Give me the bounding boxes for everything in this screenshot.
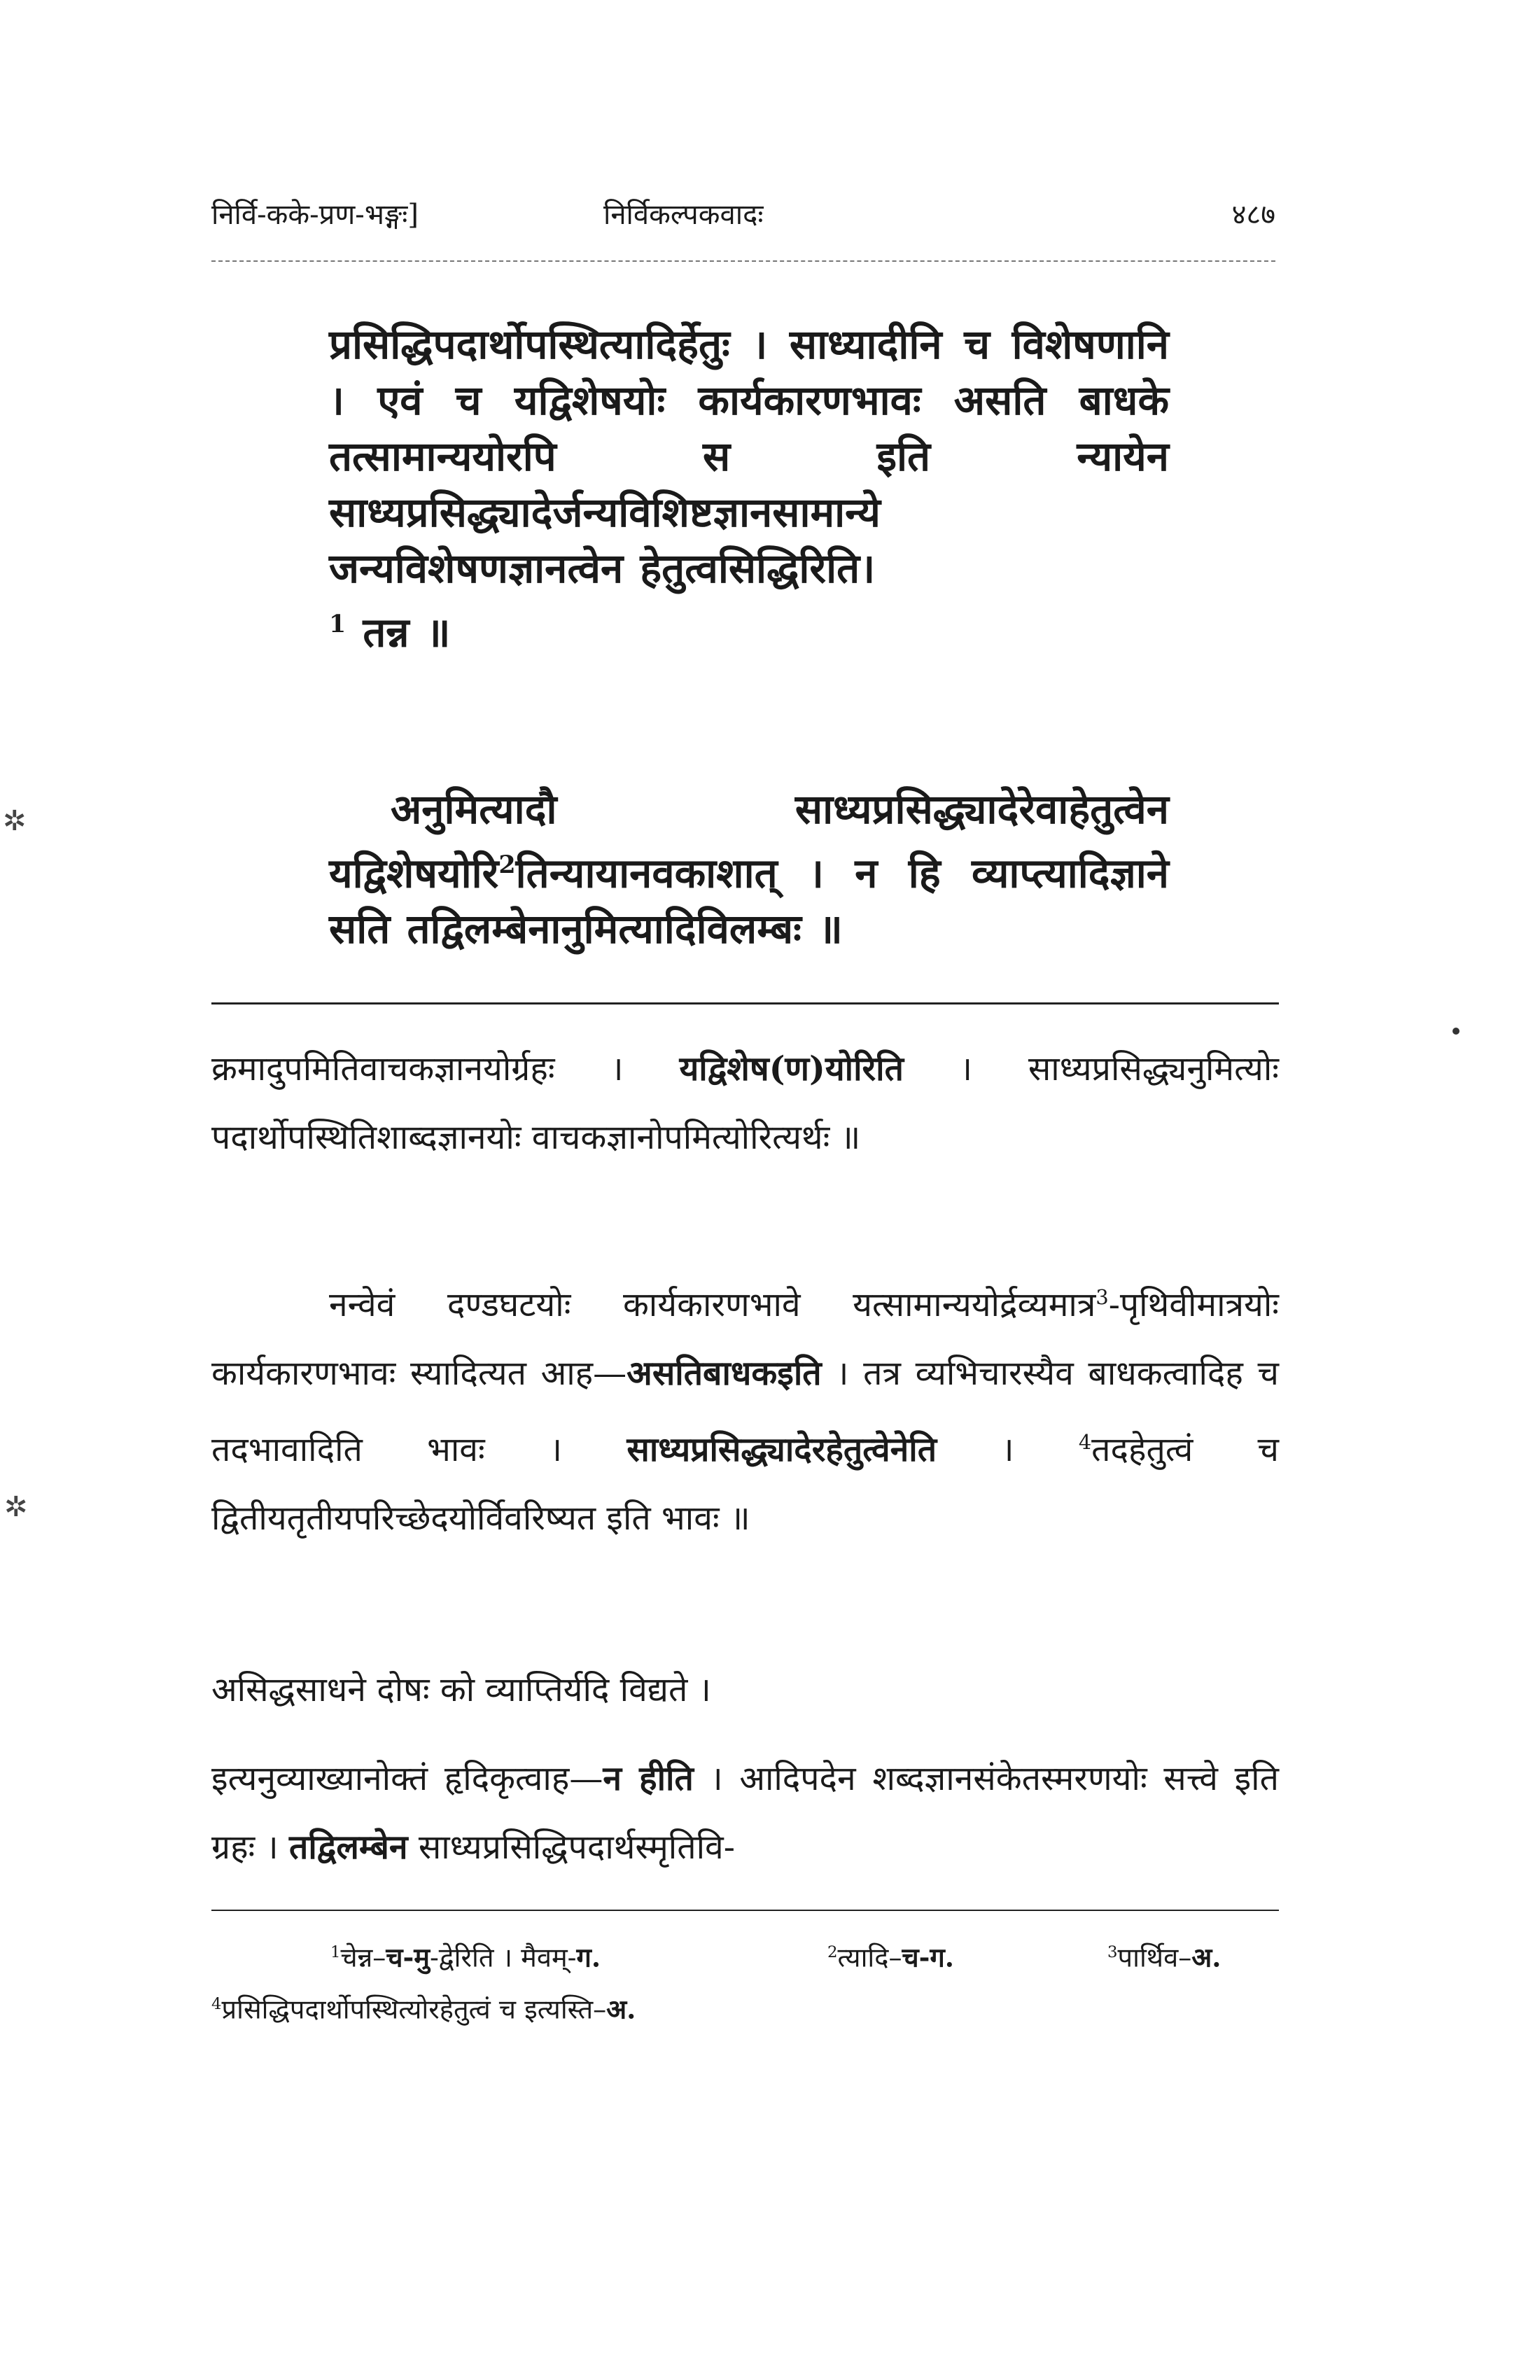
commentary-paragraph-1 xyxy=(211,1035,1279,1172)
quoted-verse xyxy=(211,1656,1279,1724)
page-number: ४८७ xyxy=(1231,199,1275,231)
footnote-4-mark: 4 xyxy=(211,1995,222,2013)
footnote-1-tail: -द्वेरिति । मैवम्- xyxy=(429,1942,577,1973)
commentary-3-lemma-2: तद्विलम्बेन xyxy=(288,1828,408,1867)
footnote-3-source: अ. xyxy=(1191,1941,1222,1973)
footnote-divider xyxy=(211,1910,1279,1911)
header-title: निर्विकल्पकवादः xyxy=(603,199,764,231)
commentary-3-text-c: साध्यप्रसिद्धिपदार्थस्मृतिवि- xyxy=(407,1828,735,1867)
running-header xyxy=(211,190,1275,239)
footnote-3 xyxy=(1107,1932,1221,1978)
footnote-3-text: पार्थिव– xyxy=(1117,1942,1192,1973)
text-commentary-divider xyxy=(211,1002,1279,1004)
quoted-verse-text: असिद्धसाधने दोषः को व्याप्तिर्यदि विद्यते । xyxy=(211,1670,711,1709)
footnote-4-text: प्रसिद्धिपदार्थोपस्थित्योरहेतुत्वं च इत्यस्ति– xyxy=(221,1994,607,2025)
commentary-2-text-d: । xyxy=(937,1430,1079,1469)
main-paragraph-2 xyxy=(329,781,1169,957)
header-rule xyxy=(211,260,1275,266)
commentary-2-text-e: तदहेतुत्वं च द्वितीयतृतीयपरिच्छेदयोर्विवरिष्यत इति भावः ॥ xyxy=(211,1430,1279,1538)
footnote-1-source-2: ग. xyxy=(576,1941,601,1973)
footnote-2-text: त्यादि– xyxy=(837,1942,902,1973)
commentary-2-text-c: । तत्र व्यभिचारस्यैव बाधकत्वादिह च तदभावादिति भावः । xyxy=(211,1354,1280,1469)
commentary-3-text-b: । आदिपदेन शब्दज्ञानसंकेतस्मरणयोः सत्त्वे इति ग्रहः । xyxy=(211,1759,1279,1867)
footnote-1-source: च-मु xyxy=(386,1941,430,1973)
commentary-1-text-a: क्रमादुपमितिवाचकज्ञानयोर्ग्रहः । xyxy=(211,1049,680,1088)
footnote-2 xyxy=(827,1932,954,1978)
footnote-ref-3: 3 xyxy=(1096,1285,1109,1309)
commentary-2-lemma-2: साध्यप्रसिद्ध्यादेरहेतुत्वेनेति xyxy=(626,1430,937,1469)
main-text-block-1 xyxy=(329,316,1169,660)
commentary-2-lemma-1: असतिबाधकइति xyxy=(626,1354,822,1393)
margin-dot xyxy=(1452,1028,1460,1035)
commentary-paragraph-2 xyxy=(211,1263,1279,1553)
footnote-2-mark: 2 xyxy=(827,1943,838,1961)
commentary-3-text-a: इत्यनुव्याख्यानोक्तं हृदिकृत्वाह— xyxy=(211,1759,603,1798)
footnote-ref-4: 4 xyxy=(1078,1430,1092,1454)
main-paragraph-2-part-a: अनुमित्यादौ साध्यप्रसिद्ध्यादेरेवाहेतुत्वेन यद्विशेषयोरि xyxy=(329,785,1169,897)
footnotes-line-2 xyxy=(211,1984,1279,2030)
header-left-section: निर्वि-कके-प्रण-भङ्गः] xyxy=(211,199,419,231)
main-paragraph-1 xyxy=(329,316,1169,660)
footnote-1-mark: 1 xyxy=(330,1943,341,1961)
commentary-3-lemma-1: न हीति xyxy=(603,1759,694,1798)
footnote-3-mark: 3 xyxy=(1107,1943,1118,1961)
commentary-1-lemma: यद्विशेष(ण)योरिति xyxy=(679,1049,904,1088)
footnote-ref-1: 1 xyxy=(329,610,346,638)
footnote-2-source: च-ग. xyxy=(902,1941,954,1973)
footnote-1-text: चेन्न– xyxy=(340,1942,386,1973)
footnote-1 xyxy=(330,1932,601,1978)
main-text-block-2 xyxy=(329,781,1169,957)
main-paragraph-1-tail: तन्न ॥ xyxy=(363,608,451,657)
margin-ornament-1: ✲ xyxy=(3,805,27,837)
footnote-4-source: अ. xyxy=(606,1993,636,2025)
main-paragraph-2-part-b: तिन्यायानवकाशात् । न हि व्याप्त्यादिज्ञाने सति तद्विलम्बेनानुमित्यादिविलम्बः ॥ xyxy=(329,849,1169,953)
commentary-1-text-b: । साध्यप्रसिद्ध्यनुमित्योः पदार्थोपस्थितिशाब्दज्ञानयोः वाचकज्ञानोपमित्योरित्यर्थः ॥ xyxy=(211,1049,1279,1157)
footnote-ref-2: 2 xyxy=(498,850,516,879)
commentary-paragraph-3 xyxy=(211,1744,1279,1882)
margin-ornament-2: ✲ xyxy=(4,1491,28,1523)
commentary-2-text-b: -पृथिवीमात्रयोः कार्यकारणभावः स्यादित्यत आह— xyxy=(211,1285,1279,1393)
commentary-2-text-a: नन्वेवं दण्डघटयोः कार्यकारणभावे यत्सामान्ययोर्द्रव्यमात्र xyxy=(329,1285,1096,1324)
main-paragraph-1-text: प्रसिद्धिपदार्थोपस्थित्यादिर्हेतुः । साध्यादीनि च विशेषणानि । एवं च यद्विशेषयोः कार्यकारणभावः असति बाधके तत्सामान्ययोरपि स इति न्यायेन साध्यप्रसिद्ध्यादेर्जन्यविशिष्टज्ञानसामान्ये जन्यविशेषणज्ञानत्वेन हेतुत्वसिद्धिरिति। xyxy=(329,321,1169,592)
